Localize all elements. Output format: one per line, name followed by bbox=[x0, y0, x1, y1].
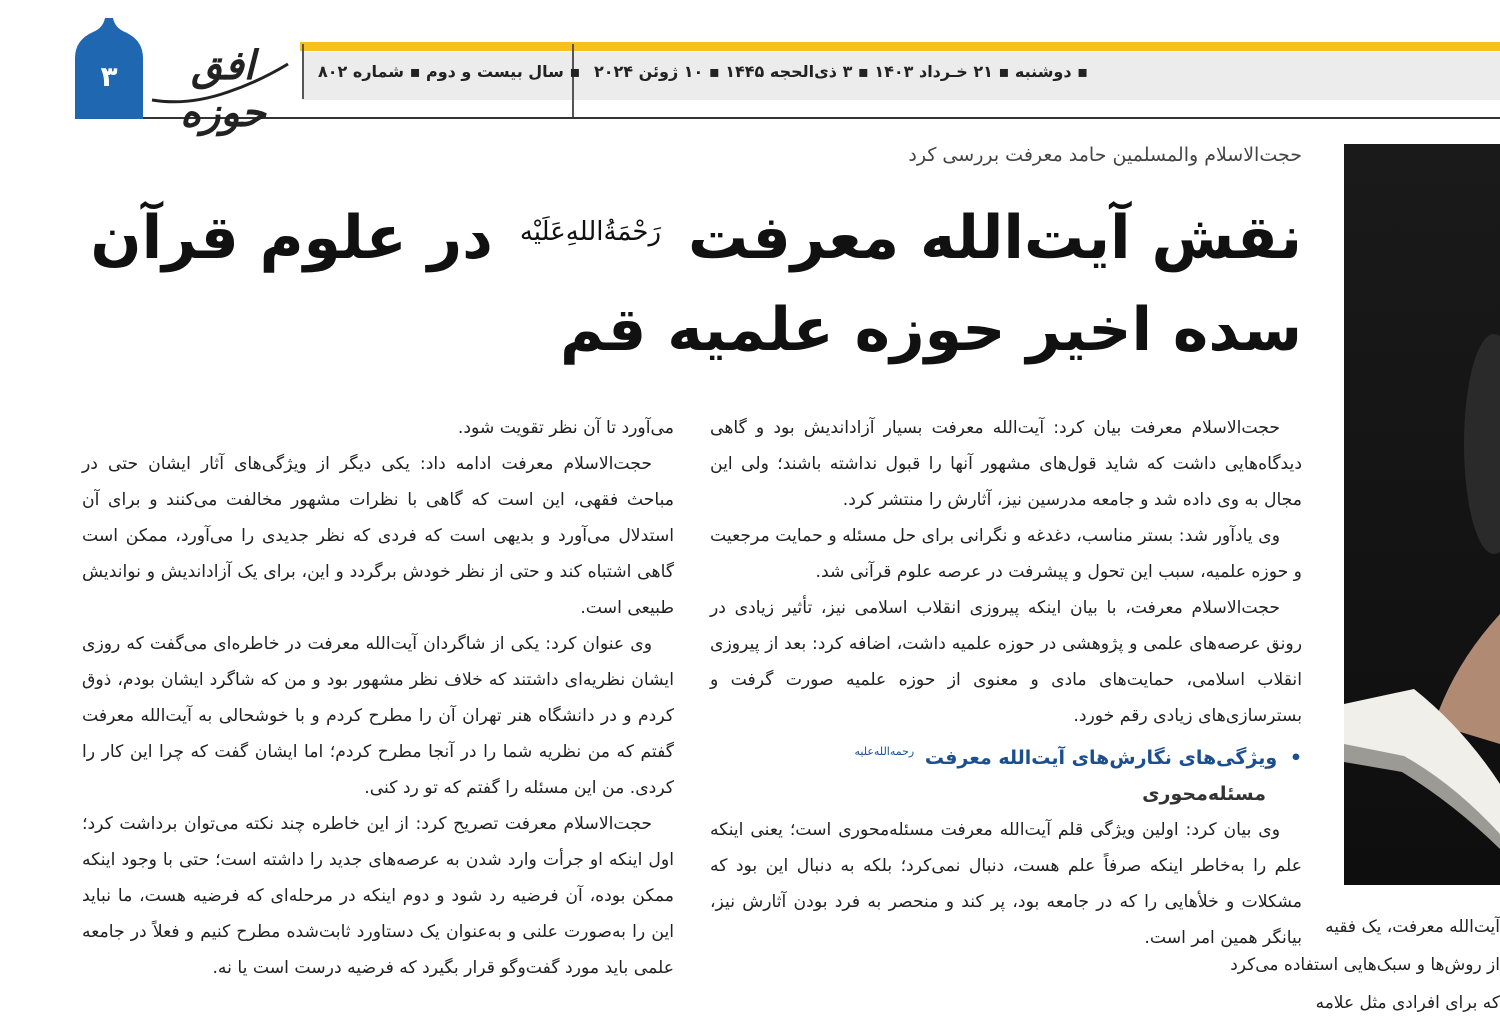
page-number: ۳ bbox=[100, 60, 118, 93]
paragraph: حجت‌الاسلام معرفت، با بیان اینکه پیروزی انقلاب اسلامی نیز، تأثیر زیادی در رونق عرصه‌های علمی و پژوهشی در حوزه علمیه داشت، اضافه کرد: بعد از پیروزی انقلاب اسلامی، حمایت‌های مادی و معنوی از حوزه علمیه صورت گرفت و بسترسازی‌های زیادی رقم خورد. bbox=[710, 598, 1302, 726]
photo-caption bbox=[1230, 908, 1500, 1022]
section-subhead-2: مسئله‌محوری bbox=[1142, 783, 1266, 805]
article-column-left bbox=[82, 410, 674, 986]
caption-line: که برای افرادی مثل علامه bbox=[1315, 993, 1500, 1013]
subhead-text: ویژگی‌های نگارش‌های آیت‌الله معرفت bbox=[924, 747, 1278, 769]
logo-text: افق حوزه bbox=[180, 42, 266, 136]
paragraph: وی یادآور شد: بستر مناسب، دغدغه و نگرانی برای حل مسئله و حمایت مرجعیت و حوزه علمیه، سبب این تحول و پیشرفت در عرصه علوم قرآنی شد. bbox=[710, 526, 1302, 582]
article-photo bbox=[1344, 144, 1500, 885]
article-column-right bbox=[710, 410, 1302, 956]
paragraph: می‌آورد تا آن نظر تقویت شود. bbox=[457, 418, 674, 438]
caption-line: از روش‌ها و سبک‌هایی استفاده می‌کرد bbox=[1230, 955, 1500, 975]
bullet-icon: • bbox=[1289, 747, 1302, 769]
headline-part-b: در علوم قرآن bbox=[90, 203, 493, 273]
paragraph: حجت‌الاسلام معرفت بیان کرد: آیت‌الله معرفت بسیار آزاداندیش بود و گاهی دیدگاه‌هایی داشت که شاید قول‌های مشهور آنها را قبول نداشته باشند؛ ولی این مجال به وی داده شد و جامعه مدرسین نیز، آثارش را منتشر کرد. bbox=[710, 418, 1302, 510]
date-bar-left-edge bbox=[302, 44, 304, 99]
date-bar-divider bbox=[572, 44, 574, 118]
paragraph: حجت‌الاسلام معرفت تصریح کرد: از این خاطره چند نکته می‌توان برداشت کرد؛ اول اینکه او جرأت وارد شدن به عرصه‌های جدید را داشته است؛ حتی با وجود اینکه ممکن بوده، آن فرضیه رد شود و دوم اینکه در مرحله‌ای که فرضیه هست، ما نباید این را به‌صورت علنی و به‌عنوان یک دستاورد ثابت‌شده مطرح کنیم و فعلاً در جامعه علمی باید مورد گفت‌وگو قرار بگیرد که فرضیه درست است یا نه. bbox=[82, 814, 674, 978]
header-accent-bar bbox=[300, 42, 1500, 51]
caption-line: آیت‌الله معرفت، یک فقیه bbox=[1325, 917, 1500, 937]
headline bbox=[90, 186, 1302, 376]
headline-line-1 bbox=[90, 186, 1302, 284]
paragraph: حجت‌الاسلام معرفت ادامه داد: یکی دیگر از ویژگی‌های آثار ایشان حتی در مباحث فقهی، این است که گاهی با نظرات مشهور مخالفت می‌کنند و برای آن استدلال می‌آورد و بدیهی است که فردی که نظر جدیدی را می‌آورد، ممکن است گاهی اشتباه کند و حتی از نظر خودش برگردد و این، برای یک آزاداندیش و نواندیش طبیعی است. bbox=[82, 454, 674, 618]
paragraph: وی عنوان کرد: یکی از شاگردان آیت‌الله معرفت در خاطره‌ای می‌گفت که روزی ایشان نظریه‌ای داشتند که خلاف نظر مشهور بود و من که شاگرد ایشان بودم، ذوق کردم و در دانشگاه هنر تهران آن را مطرح کردم و با خوشحالی به آیت‌الله معرفت گفتم که من نظریه شما را در آنجا مطرح کردم؛ اما ایشان گفت که چرا این کار را کردی. من این مسئله را گفتم که تو رد کنی. bbox=[82, 634, 674, 798]
headline-part-a: نقش آیت‌الله معرفت bbox=[687, 203, 1302, 273]
kicker: حجت‌الاسلام والمسلمین حامد معرفت بررسی کرد bbox=[908, 144, 1302, 166]
person-reading-book-icon bbox=[1344, 144, 1500, 885]
subhead-honorific: رحمه‌الله‌علیه bbox=[854, 745, 915, 758]
headline-line-2: سده اخیر حوزه علمیه قم bbox=[559, 295, 1302, 365]
issue-number: ▪ سال بیست و دوم ▪ شماره ۸۰۲ bbox=[318, 62, 581, 81]
issue-date: ▪ دوشنبه ▪ ۲۱ خـرداد ۱۴۰۳ ▪ ۳ ذی‌الحجه ۱۴۴۵ ▪ ۱۰ ژوئن ۲۰۲۴ bbox=[593, 62, 1088, 81]
paragraph: وی بیان کرد: اولین ویژگی قلم آیت‌الله معرفت مسئله‌محوری است؛ یعنی اینکه علم را به‌خاطر اینکه صرفاً علم هست، دنبال نمی‌کرد؛ بلکه به دنبال این بود که مشکلات و خلأهایی را که در جامعه بود، پر کند و منحصر به فرد بودن آثارش نیز، بیانگر همین امر است. bbox=[710, 820, 1302, 948]
headline-honorific: رَحْمَةُ‌اللهِ‌عَلَیْه bbox=[519, 217, 662, 247]
section-subhead bbox=[710, 734, 1302, 776]
